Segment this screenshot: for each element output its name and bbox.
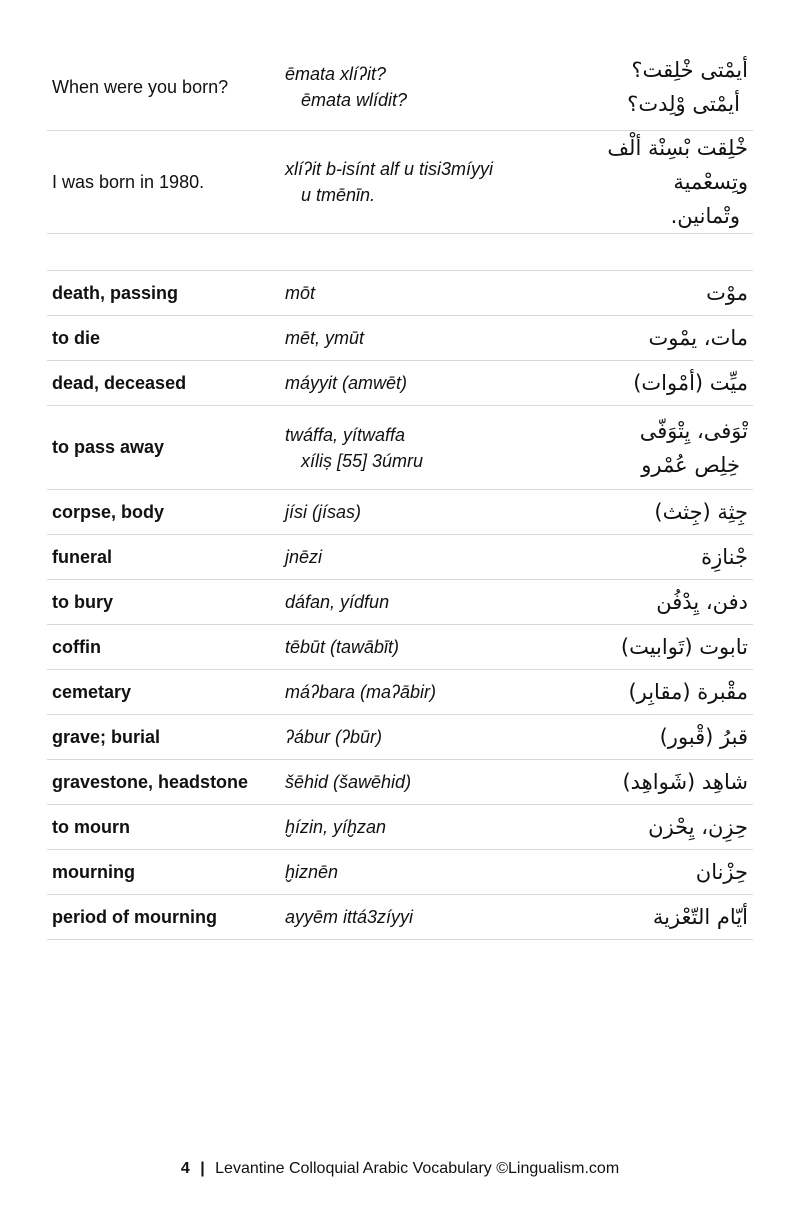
transliteration-cell [280, 490, 530, 535]
arabic-cell [530, 535, 753, 580]
arabic-cell [530, 44, 753, 131]
arabic-term: تابوت (تَوابيت) [620, 635, 748, 659]
arabic-term: حِزْنان [695, 860, 748, 884]
transliteration: twáffa, yítwaffa [285, 424, 406, 445]
transliteration: xíliṣ [55] 3úmru [301, 450, 424, 471]
transliteration-cell [280, 850, 530, 895]
vocab-row [47, 316, 753, 361]
english-term: corpse, body [47, 490, 280, 535]
arabic-cell [530, 715, 753, 760]
arabic-term: موْت [706, 281, 748, 305]
arabic-term: أيمْتى وْلِدت؟ [627, 92, 740, 116]
transliteration-cell [280, 535, 530, 580]
arabic-term: حِزِن، يِحْزن [648, 815, 748, 839]
english-term: to die [47, 316, 280, 361]
arabic-term: دفن، يِدْفُن [656, 590, 748, 614]
footer-separator: | [200, 1160, 205, 1177]
arabic-cell [530, 760, 753, 805]
vocab-row [47, 850, 753, 895]
arabic-cell [530, 625, 753, 670]
vocab-row [47, 760, 753, 805]
vocab-row [47, 490, 753, 535]
vocab-row [47, 271, 753, 316]
vocab-row [47, 361, 753, 406]
english-term: gravestone, headstone [47, 760, 280, 805]
vocab-row [47, 580, 753, 625]
arabic-term: أيمْتى خْلِقت؟ [631, 58, 748, 82]
arabic-cell [530, 805, 753, 850]
transliteration: jnēzi [285, 547, 323, 567]
transliteration-cell [280, 895, 530, 940]
arabic-cell [530, 850, 753, 895]
english-term: to mourn [47, 805, 280, 850]
english-term: grave; burial [47, 715, 280, 760]
vocabulary-table [47, 270, 753, 940]
english-term: dead, deceased [47, 361, 280, 406]
english-term: cemetary [47, 670, 280, 715]
phrase-row [47, 44, 753, 131]
arabic-cell [530, 131, 753, 234]
transliteration: tēbūt (tawābīt) [285, 637, 400, 657]
footer-text: Levantine Colloquial Arabic Vocabulary ©Lingualism.com [215, 1160, 620, 1177]
arabic-term: مات، يمْوت [648, 326, 748, 350]
transliteration-cell [280, 131, 530, 234]
arabic-cell [530, 490, 753, 535]
transliteration: ʔábur (ʔbūr) [285, 727, 383, 747]
arabic-term: مقْبرة (مقابِر) [628, 680, 748, 704]
english-term: When were you born? [47, 44, 280, 131]
arabic-term: جِثِة (جِثث) [654, 500, 748, 524]
arabic-cell [530, 580, 753, 625]
vocab-row [47, 535, 753, 580]
transliteration-cell [280, 316, 530, 361]
page-footer [0, 1160, 800, 1178]
english-term: funeral [47, 535, 280, 580]
arabic-cell [530, 670, 753, 715]
transliteration: ayyēm ittá3zíyyi [285, 907, 414, 927]
arabic-term: وتْمانين. [670, 204, 740, 228]
arabic-cell [530, 406, 753, 490]
transliteration: máʔbara (maʔābir) [285, 682, 437, 702]
transliteration-cell [280, 760, 530, 805]
arabic-term: أيّام التّعْزية [652, 905, 748, 929]
arabic-cell [530, 316, 753, 361]
vocab-row [47, 895, 753, 940]
english-term: I was born in 1980. [47, 131, 280, 234]
transliteration: ēmata wlídit? [301, 90, 408, 110]
page-content [47, 44, 753, 940]
transliteration-cell [280, 44, 530, 131]
transliteration: máyyit (amwēt) [285, 373, 408, 393]
transliteration: u tmēnīn. [301, 185, 376, 205]
transliteration-cell [280, 625, 530, 670]
english-term: death, passing [47, 271, 280, 316]
transliteration-cell [280, 580, 530, 625]
english-term: period of mourning [47, 895, 280, 940]
transliteration: mōt [285, 283, 316, 303]
arabic-cell [530, 361, 753, 406]
vocab-row [47, 715, 753, 760]
transliteration-cell [280, 406, 530, 490]
transliteration-cell [280, 715, 530, 760]
english-term: mourning [47, 850, 280, 895]
arabic-term: شاهِد (شَواهِد) [622, 770, 748, 794]
arabic-cell [530, 895, 753, 940]
transliteration: ḫiznēn [285, 862, 339, 882]
transliteration-cell [280, 670, 530, 715]
english-term: to bury [47, 580, 280, 625]
arabic-term: خِلِص عُمْرو [641, 452, 740, 477]
transliteration-cell [280, 361, 530, 406]
english-term: to pass away [47, 406, 280, 490]
phrase-row [47, 131, 753, 234]
arabic-term: ميِّت (أمْوات) [633, 371, 748, 395]
vocab-row [47, 670, 753, 715]
transliteration: šēhid (šawēhid) [285, 772, 412, 792]
transliteration: ēmata xlíʔit? [285, 64, 387, 84]
transliteration-cell [280, 271, 530, 316]
page-number: 4 [180, 1160, 190, 1177]
arabic-term: خْلِقت بْسِنْة ألْف وتِسعْمية [607, 136, 748, 194]
transliteration: xlíʔit b-isínt alf u tisi3míyyi [285, 159, 494, 179]
transliteration-cell [280, 805, 530, 850]
transliteration: mēt, ymūt [285, 328, 365, 348]
transliteration: jísi (jísas) [285, 502, 361, 522]
vocab-row [47, 625, 753, 670]
arabic-term: قبرُ (قْبور) [659, 725, 748, 749]
vocab-row [47, 805, 753, 850]
arabic-term: جْنازِة [701, 545, 748, 569]
transliteration: dáfan, yídfun [285, 592, 390, 612]
intro-phrase-table [47, 44, 753, 234]
vocab-row [47, 406, 753, 490]
arabic-term: تْوَفى، يِتْوَفّى [639, 418, 748, 443]
arabic-cell [530, 271, 753, 316]
transliteration: ḫízin, yíḫzan [285, 817, 387, 837]
english-term: coffin [47, 625, 280, 670]
